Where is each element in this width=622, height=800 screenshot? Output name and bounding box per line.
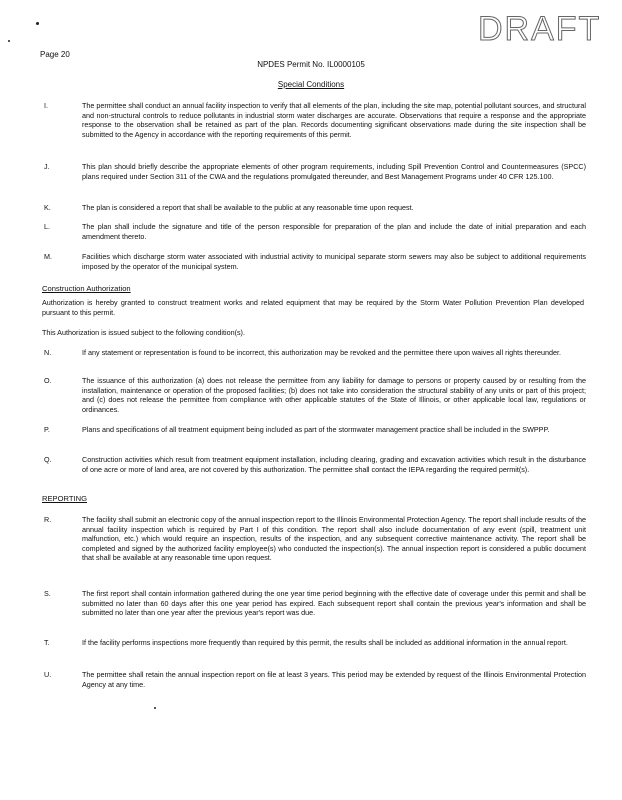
condition-item-p [38, 425, 586, 435]
condition-text: The first report shall contain information gathered during the one year time period beginning with the effective date of coverage under this permit and shall be submitted no later than 60 days after this one year period has expired. Each subsequent report shall contain the previous year's information and shall be submitted no later than one year after the previous year's report was due. [82, 589, 586, 618]
condition-item-q [38, 455, 586, 474]
condition-label: O. [44, 376, 52, 385]
condition-label: T. [44, 638, 50, 647]
condition-text: The plan shall include the signature and title of the person responsible for preparation of the plan and include the date of initial preparation and each amendment thereto. [82, 222, 586, 241]
condition-item-j [38, 162, 586, 181]
condition-item-k [38, 203, 586, 213]
condition-text: The issuance of this authorization (a) does not release the permittee from any liability for damage to persons or property caused by or resulting from the installation, maintenance or operation of the proposed facilities; (b) does not take into consideration the structural stability of any units or part of this project; and (c) does not release the permittee from compliance with other applicable statutes of the State of Illinois, or other applicable local law, regulations or ordinances. [82, 376, 586, 414]
condition-label: N. [44, 348, 52, 357]
construction-heading: Construction Authorization [42, 284, 131, 293]
scan-speck [8, 40, 10, 42]
condition-label: K. [44, 203, 51, 212]
page-number: Page 20 [40, 50, 70, 59]
condition-text: The permittee shall retain the annual inspection report on file at least 3 years. This period may be extended by request of the Illinois Environmental Protection Agency at any time. [82, 670, 586, 689]
subject-line: This Authorization is issued subject to the following condition(s). [42, 328, 245, 337]
condition-label: R. [44, 515, 52, 524]
condition-text: The permittee shall conduct an annual facility inspection to verify that all elements of the plan, including the site map, potential pollutant sources, and structural and non-structural controls to reduce pollutants in industrial storm water discharges are accurate. Observations that require a response and the appropriate response to the observation shall be retained as part of the plan. Records documenting significant observations made during the site inspection shall be submitted to the Agency in accordance with the reporting requirements of this permit. [82, 101, 586, 139]
condition-text: Plans and specifications of all treatment equipment being included as part of the stormwater management practice shall be included in the SWPPP. [82, 425, 550, 434]
condition-item-t [38, 638, 586, 648]
condition-label: I. [44, 101, 48, 110]
condition-item-l [38, 222, 586, 241]
scan-speck [154, 707, 156, 709]
condition-item-u [38, 670, 586, 689]
condition-label: S. [44, 589, 51, 598]
construction-paragraph: Authorization is hereby granted to construct treatment works and related equipment that may be required by the Storm Water Pollution Prevention Plan developed pursuant to this permit. [42, 298, 584, 317]
condition-label: M. [44, 252, 52, 261]
permit-title: NPDES Permit No. IL0000105 [257, 60, 365, 69]
condition-text: Construction activities which result from treatment equipment installation, including clearing, grading and excavation activities which result in the disturbance of one acre or more of land area, are not covered by this authorization. The permittee shall contact the IEPA regarding the required permit(s). [82, 455, 586, 474]
scan-speck [36, 22, 39, 25]
condition-text: Facilities which discharge storm water associated with industrial activity to municipal separate storm sewers may also be subject to additional requirements imposed by the operator of the municipal system. [82, 252, 586, 271]
condition-item-m [38, 252, 586, 271]
condition-item-n [38, 348, 586, 358]
condition-text: The facility shall submit an electronic copy of the annual inspection report to the Illinois Environmental Protection Agency. The report shall include results of the annual facility inspection which is required by Part I of this condition. The report shall also include documentation of any event (spill, treatment unit malfunction, etc.) which would require an inspection, results of the inspection, and any subsequent corrective maintenance activity. The report shall be completed and signed by the authorized facility employee(s) who conducted the inspection(s). The annual inspection report is considered a public document that shall be available at any reasonable time upon request. [82, 515, 586, 563]
condition-label: U. [44, 670, 52, 679]
condition-label: L. [44, 222, 50, 231]
condition-text: This plan should briefly describe the appropriate elements of other program requirements, including Spill Prevention Control and Countermeasures (SPCC) plans required under Section 311 of the CWA and the regulations promulgated thereunder, and Best Management Programs under 40 CFR 125.100. [82, 162, 586, 181]
condition-item-r [38, 515, 586, 563]
condition-item-o [38, 376, 586, 414]
condition-text: If the facility performs inspections more frequently than required by this permit, the results shall be included as additional information in the annual report. [82, 638, 568, 647]
condition-item-i [38, 101, 586, 139]
condition-text: If any statement or representation is found to be incorrect, this authorization may be revoked and the permittee there upon waives all rights thereunder. [82, 348, 562, 357]
condition-text: The plan is considered a report that shall be available to the public at any reasonable time upon request. [82, 203, 414, 212]
special-conditions-heading: Special Conditions [277, 80, 345, 89]
reporting-heading: REPORTING [42, 494, 88, 503]
draft-watermark: DRAFT [478, 10, 602, 48]
condition-label: J. [44, 162, 50, 171]
condition-label: Q. [44, 455, 52, 464]
condition-label: P. [44, 425, 50, 434]
condition-item-s [38, 589, 586, 618]
